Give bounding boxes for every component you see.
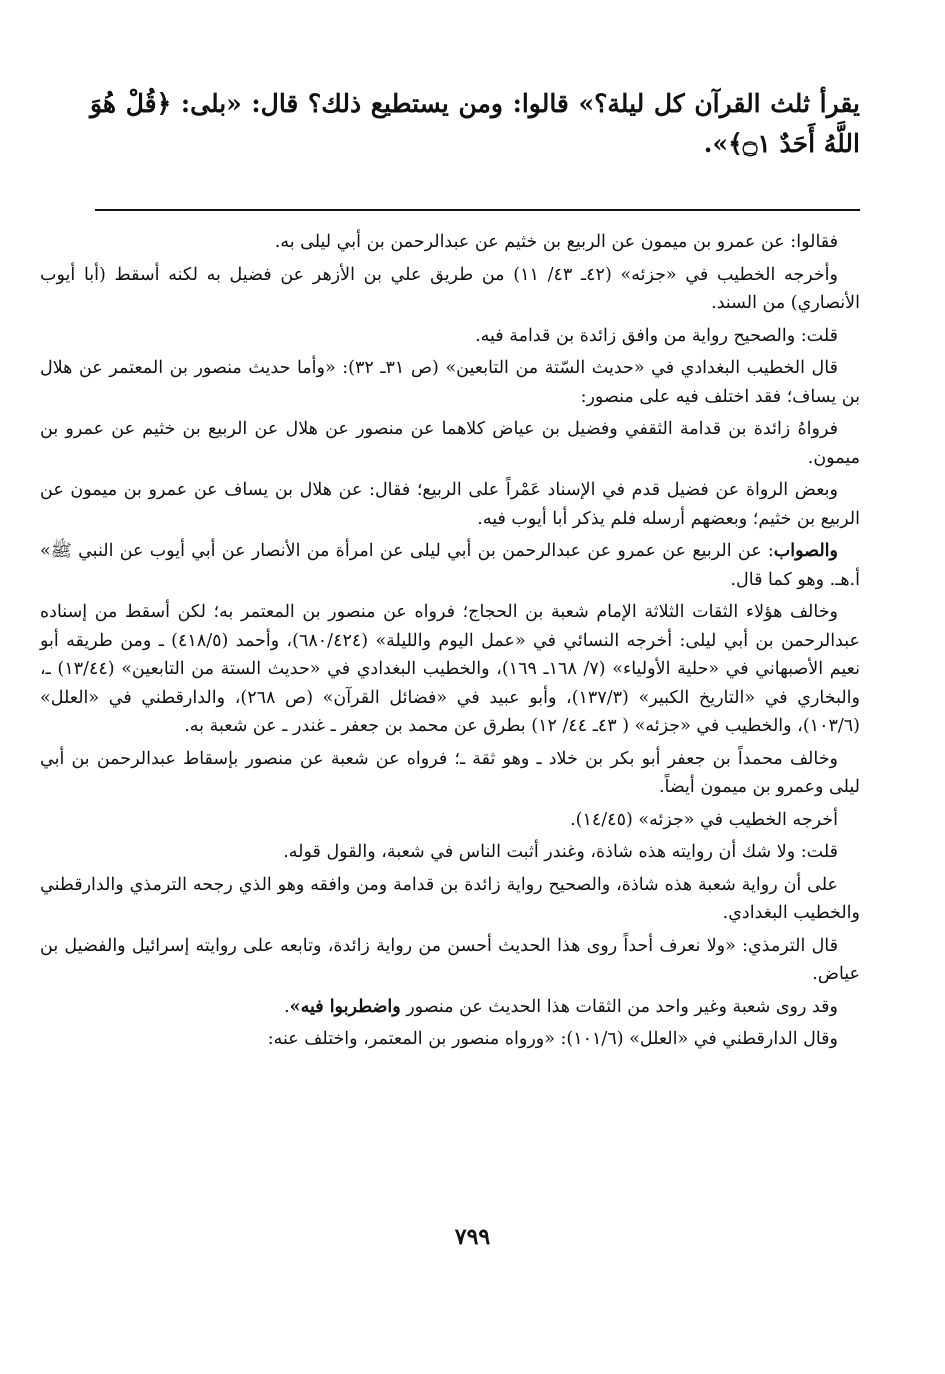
footnote-paragraph — [40, 932, 860, 989]
footnote-paragraph — [40, 806, 860, 835]
footnote-text: وقد روى شعبة وغير واحد من الثقات هذا الحديث عن منصور — [400, 996, 838, 1017]
footnote-text: قال الخطيب البغدادي في «حديث السّتة من التابعين» (ص ٣١ـ ٣٢): «وأما حديث منصور بن المعتمر عن هلال بن يساف؛ فقد اختلف فيه على منصور: — [40, 358, 860, 407]
footnote-paragraph — [40, 1025, 860, 1054]
footnotes — [40, 228, 860, 1058]
footnote-text: على أن رواية شعبة هذه شاذة، والصحيح رواية زائدة بن قدامة ومن وافقه وهو الذي رجحه الترمذي والدارقطني والخطيب البغدادي. — [40, 874, 860, 923]
footnote-paragraph — [40, 838, 860, 867]
footnote-text: وأخرجه الخطيب في «جزئه» (٤٢ـ ٤٣/ ١١) من طريق علي بن الأزهر عن فضيل به لكنه أسقط (أبا أيوب الأنصاري) من السند. — [40, 264, 860, 313]
footnote-separator — [95, 209, 860, 211]
footnote-paragraph — [40, 415, 860, 472]
footnote-paragraph — [40, 598, 860, 741]
footnote-text: قلت: والصحيح رواية من وافق زائدة بن قدامة فيه. — [475, 325, 838, 346]
footnote-paragraph — [40, 993, 860, 1022]
footnote-text: وخالف هؤلاء الثقات الثلاثة الإمام شعبة بن الحجاج؛ فرواه عن منصور بن المعتمر به؛ لكن أسقط من إسناده عبدالرحمن بن أبي ليلى: أخرجه النسائي في «عمل اليوم والليلة» (٦٨٠/٤٢٤)، وأحمد (٤١٨/٥) ـ ومن طريقه أبو نعيم الأصبهاني في «حلية الأولياء» (٧/ ١٦٨ـ ١٦٩)، والخطيب البغدادي في «حديث الستة من التابعين» (١٣/٤٤) ـ، والبخاري في «التاريخ الكبير» (١٣٧/٣)، وأبو عبيد في «فضائل القرآن» (ص ٢٦٨)، والدارقطني في «العلل» (١٠٣/٦)، والخطيب في «جزئه» ( ٤٣ـ ٤٤/ ١٢) بطرق عن محمد بن جعفر ـ غندر ـ عن شعبة به. — [40, 602, 860, 736]
page-number: ٧٩٩ — [454, 1224, 491, 1250]
footnote-emphasis: واضطربوا فيه» — [289, 996, 401, 1017]
footnote-paragraph — [40, 476, 860, 533]
footnote-paragraph — [40, 261, 860, 318]
footnote-paragraph — [40, 537, 860, 594]
footnote-text: قال الترمذي: «ولا نعرف أحداً روى هذا الحديث أحسن من رواية زائدة، وتابعه على روايته إسرائيل والفضيل بن عياض. — [40, 935, 860, 984]
footnote-text: قلت: ولا شك أن روايته هذه شاذة، وغندر أثبت الناس في شعبة، والقول قوله. — [283, 842, 838, 862]
footnote-text: أخرجه الخطيب في «جزئه» (١٤/٤٥). — [570, 809, 838, 830]
main-text — [90, 84, 860, 164]
footnote-paragraph — [40, 871, 860, 928]
footnote-text: وبعض الرواة عن فضيل قدم في الإسناد عَمْراً على الربيع؛ فقال: عن هلال بن يساف عن عمرو بن ميمون عن الربيع بن خثيم؛ وبعضهم أرسله فلم يذكر أبا أيوب فيه. — [40, 480, 860, 529]
footnote-text: . — [284, 996, 290, 1017]
footnote-emphasis: والصواب — [773, 541, 838, 561]
footnote-text: وقال الدارقطني في «العلل» (١٠١/٦): «ورواه منصور بن المعتمر، واختلف عنه: — [267, 1029, 838, 1049]
footnote-text: وخالف محمداً بن جعفر أبو بكر بن خلاد ـ وهو ثقة ـ؛ فرواه عن شعبة عن منصور بإسقاط عبدالرحمن بن أبي ليلى وعمرو بن ميمون أيضاً. — [40, 748, 860, 797]
footnote-paragraph — [40, 322, 860, 351]
footnote-text: : عن الربيع عن عمرو عن عبدالرحمن بن أبي ليلى عن امرأة من الأنصار عن أبي أيوب عن النبي ﷺ» أ.هـ. وهو كما قال. — [40, 541, 860, 590]
footnote-paragraph — [40, 228, 860, 257]
footnote-paragraph — [40, 745, 860, 802]
footnote-paragraph — [40, 354, 860, 411]
main-paragraph: يقرأ ثلث القرآن كل ليلة؟» قالوا: ومن يستطيع ذلك؟ قال: «بلى: ﴿قُلْ هُوَ اللَّهُ أَحَدٌ ۝١﴾». — [90, 89, 860, 158]
footnote-text: فقالوا: عن عمرو بن ميمون عن الربيع بن خثيم عن عبدالرحمن بن أبي ليلى به. — [274, 232, 838, 252]
footnote-text: فرواهُ زائدة بن قدامة الثقفي وفضيل بن عياض كلاهما عن منصور عن هلال عن الربيع بن خثيم عن عمرو بن ميمون. — [40, 419, 860, 468]
